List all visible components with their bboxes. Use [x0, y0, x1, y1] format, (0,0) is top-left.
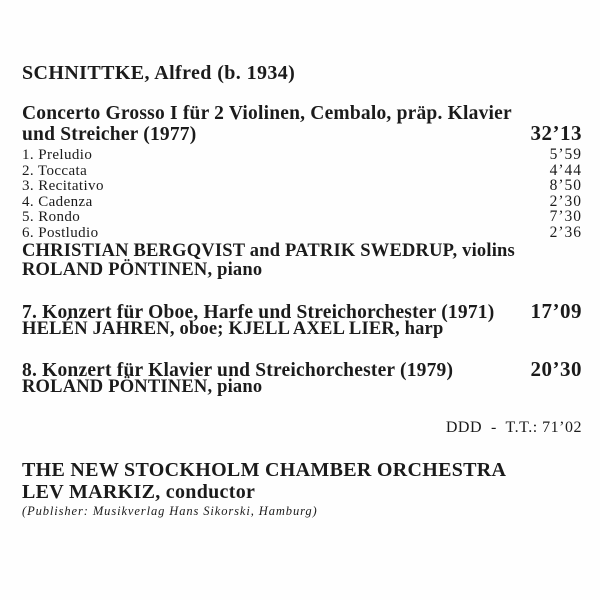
work2-performers [22, 319, 582, 340]
movement-duration: 5’59 [549, 146, 582, 163]
work1-total-duration: 32’13 [530, 121, 582, 145]
movement-label: 5. Rondo [22, 209, 81, 225]
work3-title-text: 8. Konzert für Klavier und Streichorchester (1979) [22, 360, 454, 381]
work2-title-text: 7. Konzert für Oboe, Harfe und Streichorchester (1971) [22, 301, 495, 323]
movement-duration: 4’44 [549, 161, 582, 179]
work1-title-continuation: und Streicher (1977) [22, 124, 197, 145]
movement-label: 2. Toccata [22, 162, 88, 179]
publisher-text: (Publisher: Musikverlag Hans Sikorski, Hamburg) [22, 504, 318, 518]
work2-duration: 17’09 [530, 298, 582, 323]
movement-duration: 2’36 [549, 223, 582, 241]
work1-title-text: Concerto Grosso I für 2 Violinen, Cembalo, präp. Klavier [22, 103, 512, 124]
performers-text: HELÉN JAHREN, oboe; KJELL AXEL LIER, harp [22, 318, 444, 339]
recording-format-and-total-time: DDD - T.T.: 71’02 [445, 419, 582, 436]
conductor-name [22, 481, 582, 503]
orchestra-text: THE NEW STOCKHOLM CHAMBER ORCHESTRA [22, 459, 507, 481]
composer-name: SCHNITTKE, Alfred (b. 1934) [22, 62, 296, 84]
movement-duration: 2’30 [549, 192, 582, 210]
movement-row-6 [22, 224, 582, 242]
movement-label: 4. Cadenza [22, 193, 93, 210]
composer-heading [22, 62, 582, 84]
technical-info-row [22, 419, 582, 437]
performers-text: CHRISTIAN BERGQVIST and PATRIK SWEDRUP, violins [22, 241, 515, 261]
work1-performers-line1 [22, 241, 582, 262]
work1-performers-line2 [22, 260, 582, 281]
conductor-text: LEV MARKIZ, conductor [22, 481, 256, 503]
movement-label: 3. Recitativo [22, 178, 104, 194]
movement-label: 1. Preludio [22, 147, 93, 163]
performers-text: ROLAND PÖNTINEN, piano [22, 260, 263, 280]
work3-duration: 20’30 [530, 357, 582, 381]
movement-label: 6. Postludio [22, 224, 99, 241]
work1-title-line2-row [22, 122, 582, 146]
movement-duration: 8’50 [549, 177, 582, 194]
publisher-credit [22, 504, 582, 518]
work3-performers [22, 377, 582, 398]
movement-duration: 7’30 [549, 208, 582, 225]
orchestra-name [22, 459, 582, 481]
performers-text: ROLAND PÖNTINEN, piano [22, 377, 263, 397]
